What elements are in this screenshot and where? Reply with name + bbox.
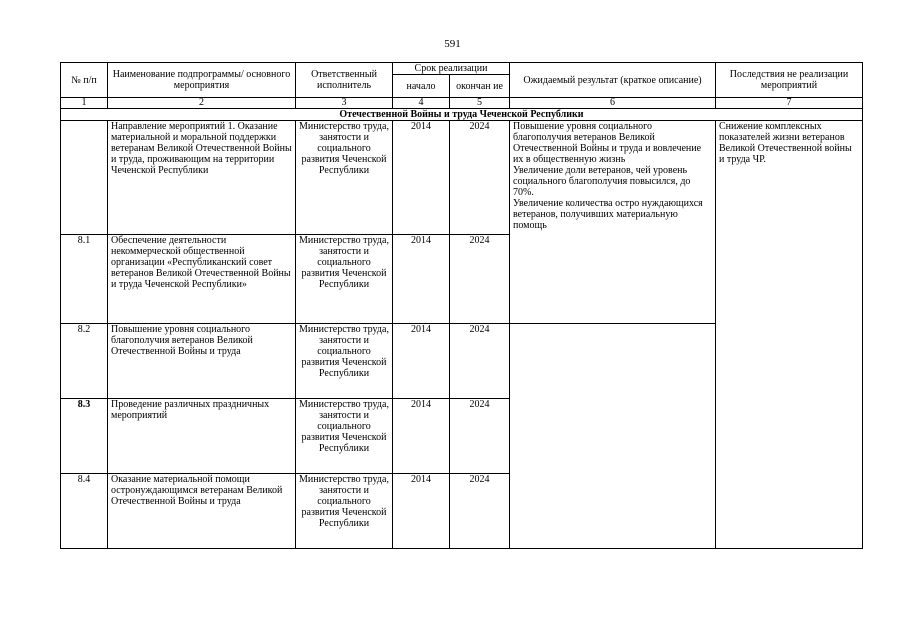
column-number: 2 [108,98,296,109]
row-executor: Министерство труда, занятости и социального развития Чеченской Республики [296,474,393,549]
row-num: 8.1 [61,235,108,324]
row-end: 2024 [450,324,510,399]
consequences: Снижение комплексных показателей жизни ветеранов Великой Отечественной войны и труда ЧР. [716,121,863,549]
row-executor: Министерство труда, занятости и социального развития Чеченской Республики [296,121,393,235]
row-name: Оказание материальной помощи остронуждающимся ветеранам Великой Отечественной Войны и труда [108,474,296,549]
row-executor: Министерство труда, занятости и социального развития Чеченской Республики [296,235,393,324]
column-number: 7 [716,98,863,109]
row-name: Направление мероприятий 1. Оказание материальной и моральной поддержки ветеранам Великой Отечественной Войны и труда, проживающим на территории Чеченской Республики [108,121,296,235]
column-number: 4 [393,98,450,109]
row-name: Проведение различных праздничных мероприятий [108,399,296,474]
row-num: 8.4 [61,474,108,549]
row-end: 2024 [450,399,510,474]
header-consequences: Последствия не реализации мероприятий [716,63,863,98]
row-num: 8.2 [61,324,108,399]
column-numbers-row [61,98,863,109]
expected-result: Повышение уровня социального благополучия ветеранов Великой Отечественной Войны и труда и вовлечение их в общественную жизнь Увеличение доли ветеранов, чей уровень социального благополучия повысился, до 70%. Увеличение количества остро нуждающихся ветеранов, получивших материальную помощь [510,121,716,324]
row-end: 2024 [450,474,510,549]
row-start: 2014 [393,121,450,235]
program-table [60,62,863,549]
row-end: 2024 [450,235,510,324]
row-start: 2014 [393,324,450,399]
column-number: 5 [450,98,510,109]
section-title: Отечественной Войны и труда Чеченской Республики [61,109,863,121]
header-result: Ожидаемый результат (краткое описание) [510,63,716,98]
row-start: 2014 [393,399,450,474]
row-name: Повышение уровня социального благополучия ветеранов Великой Отечественной Войны и труда [108,324,296,399]
section-row [61,109,863,121]
row-executor: Министерство труда, занятости и социального развития Чеченской Республики [296,399,393,474]
column-number: 6 [510,98,716,109]
header-row [61,63,863,75]
row-end: 2024 [450,121,510,235]
row-executor: Министерство труда, занятости и социального развития Чеченской Республики [296,324,393,399]
table-row [61,121,863,235]
row-name: Обеспечение деятельности некоммерческой общественной организации «Республиканский совет ветеранов Великой Отечественной Войны и труда Чеченской Республики» [108,235,296,324]
header-start: начало [393,75,450,98]
header-name: Наименование подпрограммы/ основного мероприятия [108,63,296,98]
row-num: 8.3 [61,399,108,474]
row-num [61,121,108,235]
header-end: окончан ие [450,75,510,98]
page-number: 591 [444,38,461,50]
header-num: № п/п [61,63,108,98]
column-number: 3 [296,98,393,109]
header-term: Срок реализации [393,63,510,75]
column-number: 1 [61,98,108,109]
result-empty [510,324,716,549]
row-start: 2014 [393,474,450,549]
row-start: 2014 [393,235,450,324]
header-executor: Ответственный исполнитель [296,63,393,98]
